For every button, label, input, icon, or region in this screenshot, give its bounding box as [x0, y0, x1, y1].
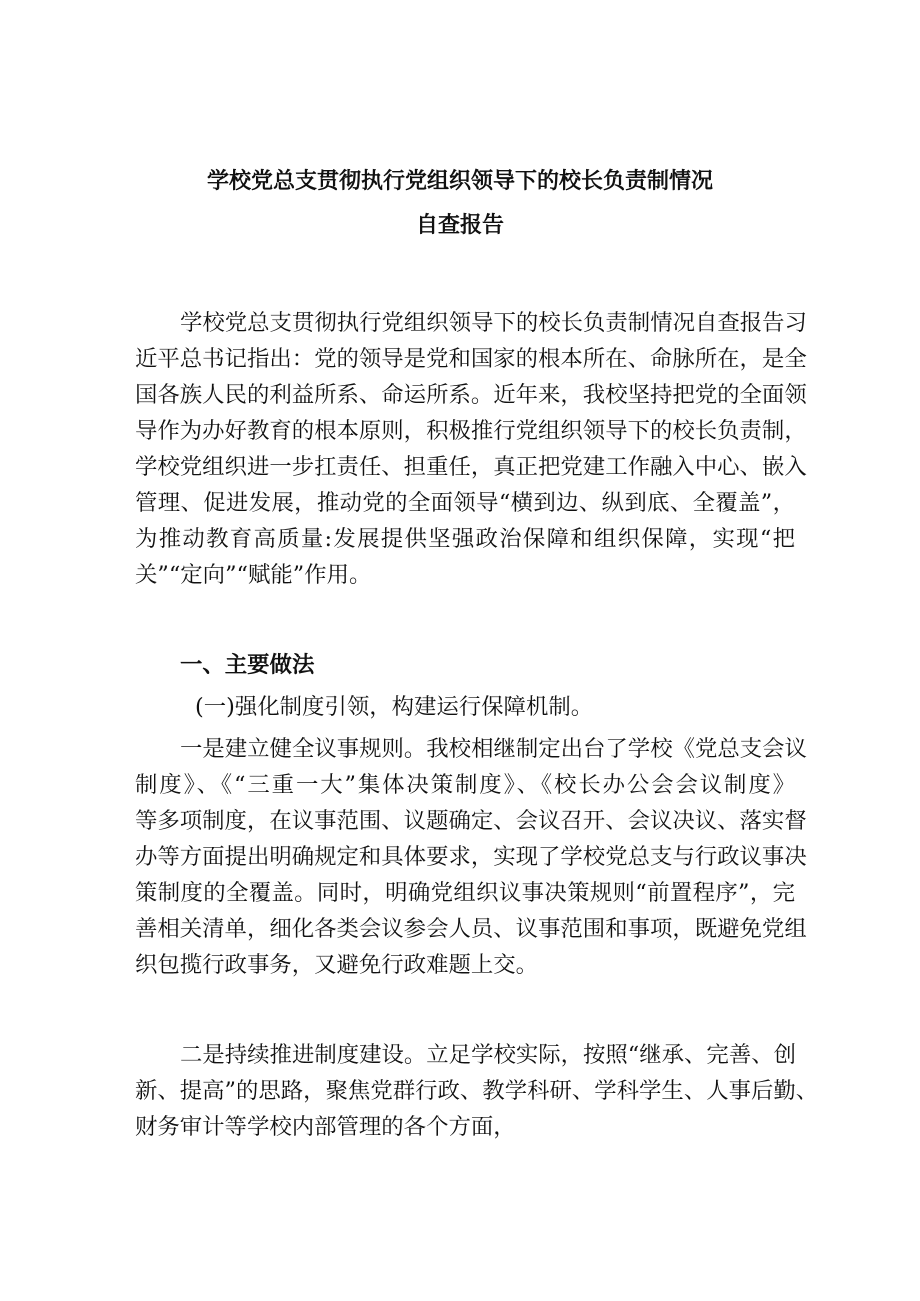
paragraph-line: 近平总书记指出：党的领导是党和国家的根本所在、命脉所在，是全 [135, 346, 807, 372]
paragraph-system-building [135, 1037, 819, 1145]
paragraph-line: 新、提高”的思路，聚焦党群行政、教学科研、学科学生、人事后勤、 [135, 1078, 819, 1104]
paragraph-line: 学校党组织进一步扛责任、担重任，真正把党建工作融入中心、嵌入 [135, 454, 807, 480]
paragraph-line: 财务审计等学校内部管理的各个方面， [135, 1114, 516, 1140]
paragraph-line: 国各族人民的利益所系、命运所系。近年来，我校坚持把党的全面领 [135, 382, 807, 408]
paragraph-line: 织包揽行政事务，又避免行政难题上交。 [135, 952, 539, 978]
paragraph-line: 一是建立健全议事规则。我校相继制定出台了学校《党总支会议 [180, 736, 807, 762]
section-heading [135, 647, 795, 683]
paragraph-line: 等多项制度，在议事范围、议题确定、会议召开、会议决议、落实督 [135, 808, 807, 834]
paragraph-line: 导作为办好教育的根本原则，积极推行党组织领导下的校长负责制， [135, 418, 807, 444]
subsection-heading-text: (一)强化制度引领，构建运行保障机制。 [195, 694, 594, 720]
paragraph-line: 二是持续推进制度建设。立足学校实际，按照“继承、完善、创 [180, 1042, 796, 1068]
paragraph-intro [135, 305, 807, 593]
paragraph-line: 策制度的全覆盖。同时，明确党组织议事决策规则“前置程序”，完 [135, 880, 795, 906]
document-title-line1: 学校党总支贯彻执行党组织领导下的校长负责制情况 [206, 169, 713, 194]
paragraph-line: 制度》、《“三重一大”集体决策制度》、《校长办公会会议制度》 [135, 772, 795, 798]
section-heading-text: 一、主要做法 [180, 652, 315, 678]
subsection-heading [135, 689, 795, 725]
paragraph-line: 学校党总支贯彻执行党组织领导下的校长负责制情况自查报告习 [180, 310, 807, 336]
paragraph-line: 关”“定向”“赋能”作用。 [135, 562, 372, 588]
paragraph-rules [135, 731, 807, 983]
paragraph-line: 善相关清单，细化各类会议参会人员、议事范围和事项，既避免党组 [135, 916, 807, 942]
paragraph-line: 为推动教育高质量:发展提供坚强政治保障和组织保障，实现“把 [135, 526, 795, 552]
paragraph-line: 管理、促进发展，推动党的全面领导“横到边、纵到底、全覆盖”， [135, 490, 795, 516]
paragraph-line: 办等方面提出明确规定和具体要求，实现了学校党总支与行政议事决 [135, 844, 807, 870]
document-title-line2: 自查报告 [415, 213, 504, 238]
